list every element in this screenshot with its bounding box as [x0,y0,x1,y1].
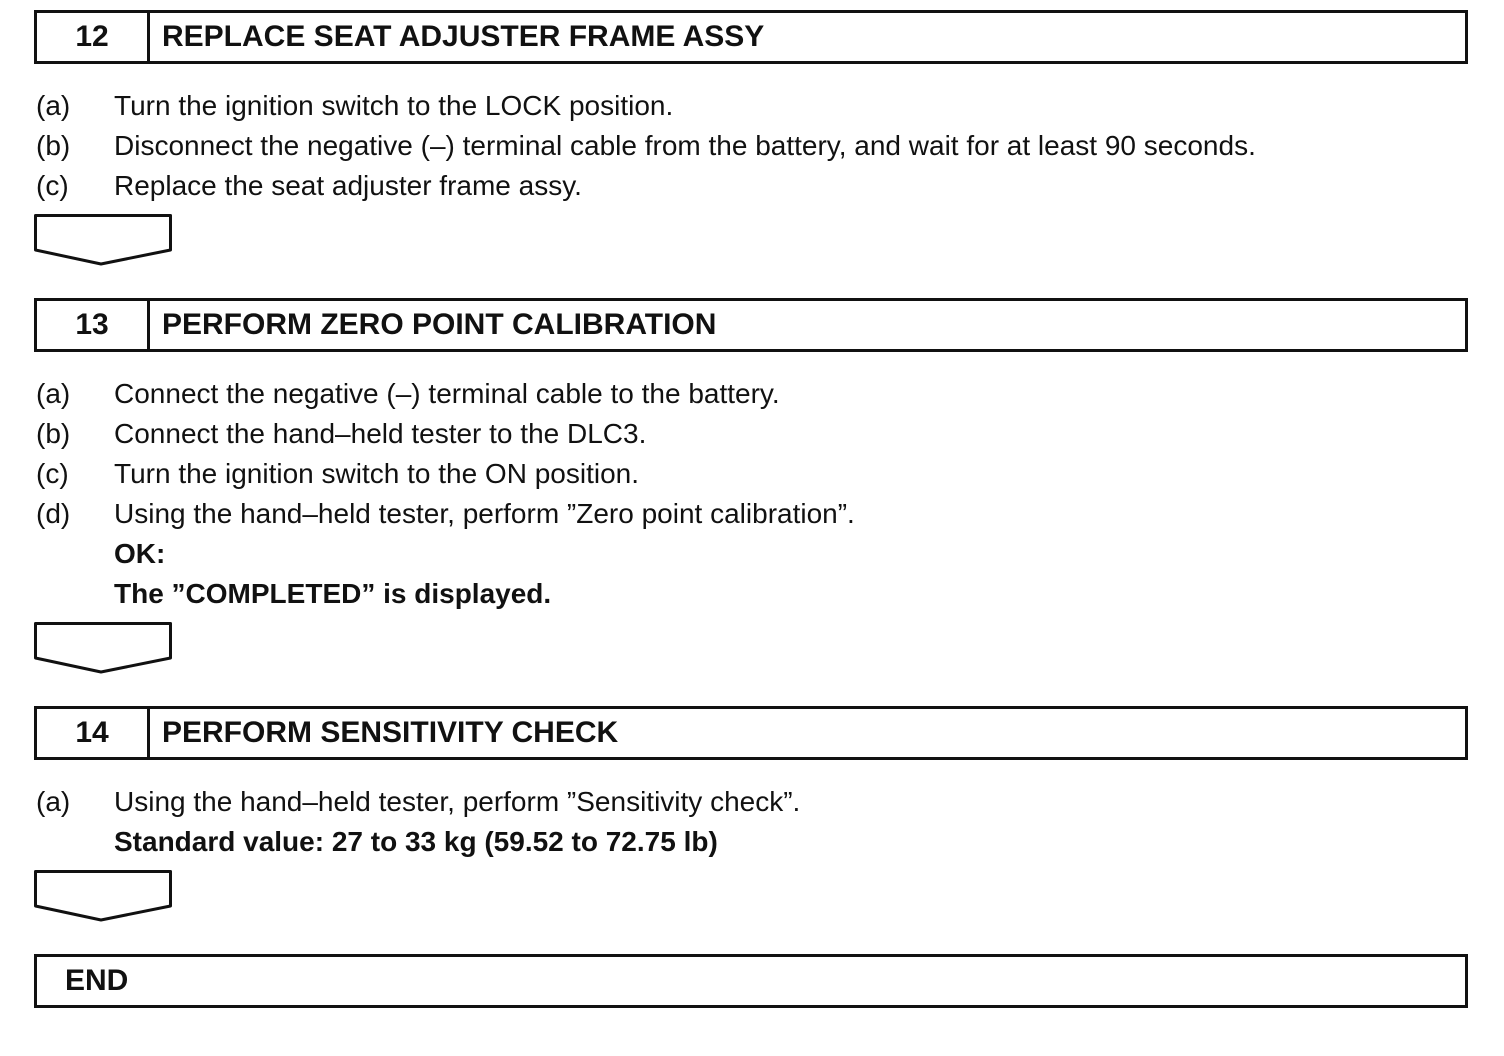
list-item [36,454,639,494]
list-item [36,86,673,126]
item-label: (c) [36,458,69,489]
end-box [34,954,1468,1008]
spec-heading: OK: [114,538,166,569]
item-label: (b) [36,130,71,161]
step-12-header [34,10,1468,64]
spec-value: Standard value: 27 to 33 kg (59.52 to 72.75 lb) [114,826,718,857]
list-item [36,374,780,414]
item-label: (a) [36,786,71,817]
list-item [36,126,1256,166]
item-text: Replace the seat adjuster frame assy. [114,170,582,201]
item-text: Disconnect the negative (–) terminal cable from the battery, and wait for at least 90 seconds. [114,130,1256,161]
item-label: (a) [36,378,71,409]
next-step-arrow-icon [34,870,174,922]
item-text: Connect the hand–held tester to the DLC3. [114,418,647,449]
step-14-header [34,706,1468,760]
end-label: END [65,964,129,997]
item-text: Using the hand–held tester, perform ”Zero point calibration”. [114,498,855,529]
list-item [36,414,646,454]
item-label: (c) [36,170,69,201]
item-text: Turn the ignition switch to the LOCK position. [114,90,674,121]
next-step-arrow-icon [34,622,174,674]
step-number: 13 [37,301,150,349]
step-number: 12 [37,13,150,61]
list-item [36,782,800,822]
list-item [36,494,855,534]
list-item [36,166,582,206]
item-label: (d) [36,498,71,529]
next-step-arrow-icon [34,214,174,266]
step-13-header [34,298,1468,352]
step-title: PERFORM SENSITIVITY CHECK [162,716,619,749]
item-label: (b) [36,418,71,449]
step-title: REPLACE SEAT ADJUSTER FRAME ASSY [162,20,765,53]
step-title: PERFORM ZERO POINT CALIBRATION [162,308,717,341]
step-number: 14 [37,709,150,757]
item-text: Connect the negative (–) terminal cable to the battery. [114,378,780,409]
item-text: Using the hand–held tester, perform ”Sensitivity check”. [114,786,801,817]
item-label: (a) [36,90,71,121]
item-text: Turn the ignition switch to the ON position. [114,458,639,489]
spec-value: The ”COMPLETED” is displayed. [114,578,552,609]
